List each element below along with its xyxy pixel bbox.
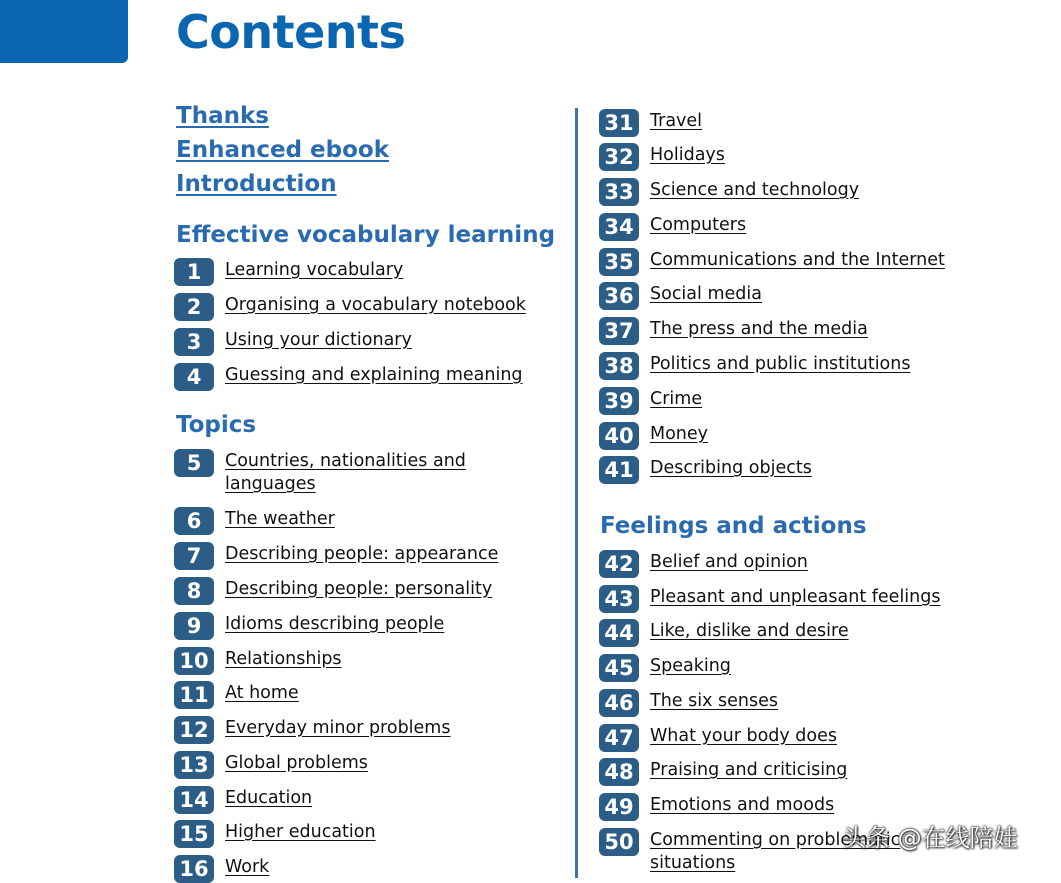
unit-entry-42[interactable] [599, 550, 808, 578]
unit-number-badge: 1 [174, 258, 214, 286]
unit-entry-48[interactable] [599, 758, 847, 786]
unit-entry-12[interactable] [174, 716, 450, 744]
unit-entry-6[interactable] [174, 507, 335, 535]
unit-entry-43[interactable] [599, 585, 941, 613]
unit-number-badge: 31 [599, 109, 639, 137]
unit-label[interactable]: Communications and the Internet [650, 250, 945, 270]
unit-label[interactable]: Countries, nationalities and languages [225, 451, 466, 494]
unit-entry-41[interactable] [599, 456, 812, 484]
corner-tab [0, 0, 128, 63]
unit-entry-49[interactable] [599, 793, 834, 821]
unit-label[interactable]: Travel [650, 111, 703, 131]
unit-number-badge: 8 [174, 577, 214, 605]
unit-label[interactable]: Social media [650, 284, 762, 304]
link-thanks[interactable]: Thanks [176, 103, 269, 129]
unit-label[interactable]: Pleasant and unpleasant feelings [650, 587, 941, 607]
unit-label[interactable]: Speaking [650, 656, 731, 676]
unit-number-badge: 41 [599, 456, 639, 484]
unit-entry-47[interactable] [599, 724, 837, 752]
unit-entry-33[interactable] [599, 178, 859, 206]
page-title: Contents [176, 5, 406, 59]
unit-number-badge: 40 [599, 422, 639, 450]
unit-label[interactable]: The weather [225, 509, 335, 529]
unit-entry-31[interactable] [599, 109, 702, 137]
unit-entry-15[interactable] [174, 820, 376, 848]
unit-entry-7[interactable] [174, 542, 498, 570]
unit-number-badge: 10 [174, 647, 214, 675]
unit-entry-46[interactable] [599, 689, 778, 717]
unit-entry-35[interactable] [599, 248, 945, 276]
unit-label[interactable]: Idioms describing people [225, 614, 445, 634]
unit-number-badge: 39 [599, 387, 639, 415]
unit-entry-34[interactable] [599, 213, 746, 241]
unit-label[interactable]: Describing people: personality [225, 579, 493, 599]
unit-label[interactable]: Commenting on problematic situations [650, 830, 901, 873]
unit-entry-14[interactable] [174, 786, 312, 814]
unit-number-badge: 50 [599, 828, 639, 856]
unit-label[interactable]: Global problems [225, 753, 368, 773]
unit-number-badge: 44 [599, 619, 639, 647]
unit-entry-1[interactable] [174, 258, 403, 286]
unit-label[interactable]: Belief and opinion [650, 552, 808, 572]
unit-number-badge: 2 [174, 293, 214, 321]
unit-number-badge: 3 [174, 328, 214, 356]
unit-entry-37[interactable] [599, 317, 868, 345]
unit-label[interactable]: The six senses [650, 691, 778, 711]
unit-number-badge: 32 [599, 143, 639, 171]
unit-entry-45[interactable] [599, 654, 731, 682]
unit-entry-10[interactable] [174, 647, 342, 675]
unit-label[interactable]: The press and the media [650, 319, 868, 339]
unit-number-badge: 49 [599, 793, 639, 821]
unit-number-badge: 34 [599, 213, 639, 241]
unit-number-badge: 12 [174, 716, 214, 744]
unit-label[interactable]: Praising and criticising [650, 760, 848, 780]
unit-number-badge: 7 [174, 542, 214, 570]
unit-label[interactable]: Relationships [225, 649, 342, 669]
unit-label[interactable]: Education [225, 788, 313, 808]
unit-number-badge: 4 [174, 363, 214, 391]
unit-entry-5[interactable] [174, 449, 495, 496]
unit-entry-8[interactable] [174, 577, 492, 605]
unit-number-badge: 6 [174, 507, 214, 535]
unit-entry-9[interactable] [174, 612, 444, 640]
unit-number-badge: 46 [599, 689, 639, 717]
unit-number-badge: 38 [599, 352, 639, 380]
unit-number-badge: 37 [599, 317, 639, 345]
unit-label[interactable]: Higher education [225, 822, 376, 842]
unit-label[interactable]: Emotions and moods [650, 795, 835, 815]
unit-entry-13[interactable] [174, 751, 368, 779]
unit-label[interactable]: Everyday minor problems [225, 718, 451, 738]
unit-number-badge: 45 [599, 654, 639, 682]
unit-number-badge: 35 [599, 248, 639, 276]
watermark: 头条 @在线陪娃 [842, 824, 1018, 852]
section-title-feelings: Feelings and actions [600, 513, 867, 539]
unit-entry-38[interactable] [599, 352, 910, 380]
unit-entry-44[interactable] [599, 619, 849, 647]
unit-label[interactable]: Money [650, 424, 709, 444]
unit-number-badge: 42 [599, 550, 639, 578]
unit-label[interactable]: Organising a vocabulary notebook [225, 295, 526, 315]
unit-entry-4[interactable] [174, 363, 523, 391]
unit-label[interactable]: Guessing and explaining meaning [225, 365, 523, 385]
unit-label[interactable]: What your body does [650, 726, 837, 746]
section-title-effective: Effective vocabulary learning [176, 222, 556, 248]
unit-number-badge: 15 [174, 820, 214, 848]
unit-entry-32[interactable] [599, 143, 725, 171]
unit-entry-39[interactable] [599, 387, 702, 415]
unit-entry-40[interactable] [599, 422, 708, 450]
unit-number-badge: 16 [174, 855, 214, 883]
unit-number-badge: 5 [174, 449, 214, 477]
unit-label[interactable]: Politics and public institutions [650, 354, 911, 374]
unit-number-badge: 14 [174, 786, 214, 814]
unit-label[interactable]: Describing objects [650, 458, 812, 478]
column-divider [575, 108, 578, 878]
unit-number-badge: 43 [599, 585, 639, 613]
unit-entry-3[interactable] [174, 328, 412, 356]
unit-number-badge: 13 [174, 751, 214, 779]
unit-entry-36[interactable] [599, 282, 762, 310]
unit-number-badge: 47 [599, 724, 639, 752]
unit-label[interactable]: Describing people: appearance [225, 544, 499, 564]
unit-label[interactable]: Learning vocabulary [225, 260, 404, 280]
unit-label[interactable]: Holidays [650, 145, 725, 165]
unit-label[interactable]: Work [225, 857, 270, 877]
unit-number-badge: 36 [599, 282, 639, 310]
link-enhanced-ebook[interactable]: Enhanced ebook [176, 137, 390, 163]
unit-number-badge: 48 [599, 758, 639, 786]
unit-number-badge: 9 [174, 612, 214, 640]
unit-number-badge: 11 [174, 681, 214, 709]
unit-label[interactable]: Like, dislike and desire [650, 621, 849, 641]
unit-label[interactable]: Science and technology [650, 180, 860, 200]
unit-entry-16[interactable] [174, 855, 269, 883]
unit-label[interactable]: Using your dictionary [225, 330, 412, 350]
unit-label[interactable]: Crime [650, 389, 703, 409]
unit-entry-11[interactable] [174, 681, 299, 709]
unit-number-badge: 33 [599, 178, 639, 206]
link-introduction[interactable]: Introduction [176, 171, 337, 197]
unit-entry-2[interactable] [174, 293, 526, 321]
section-title-topics: Topics [176, 412, 257, 438]
unit-label[interactable]: Computers [650, 215, 747, 235]
unit-label[interactable]: At home [225, 683, 299, 703]
